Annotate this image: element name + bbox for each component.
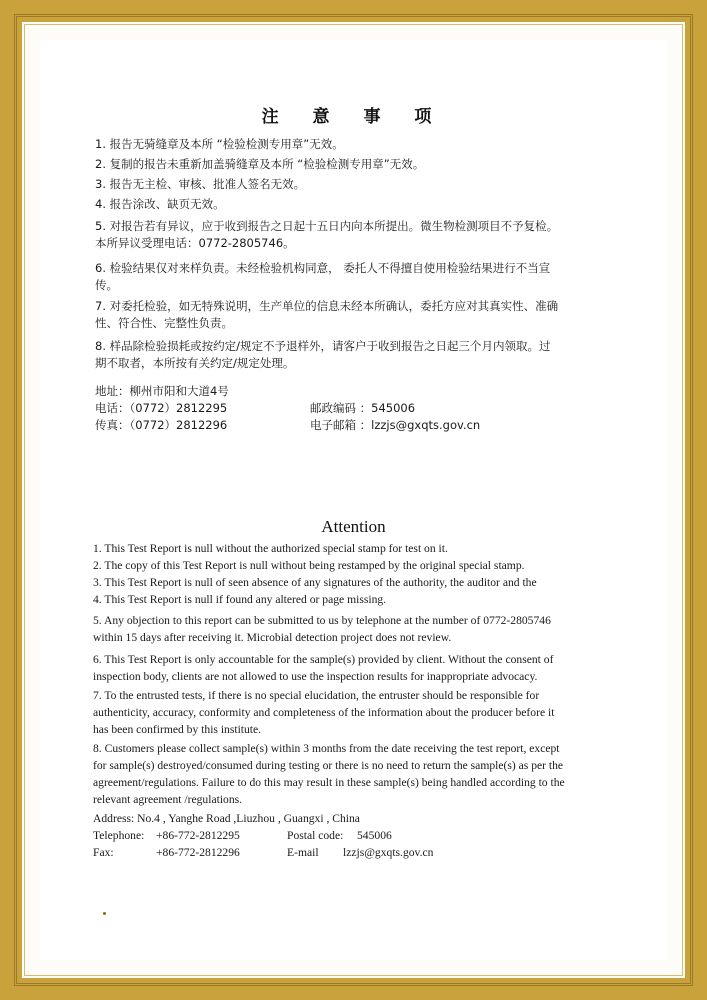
zh-email: 电子邮箱 ：lzzjs@gxqts.gov.cn xyxy=(310,418,481,432)
en-email-value: lzzjs@gxqts.gov.cn xyxy=(343,846,434,859)
en-item-3: 3. This Test Report is null of seen absence of any signatures of the authority, the auditor and the xyxy=(93,576,537,589)
zh-item-3: 3. 报告无主检、审核、批准人签名无效。 xyxy=(95,177,306,191)
en-item-4: 4. This Test Report is null if found any altered or page missing. xyxy=(93,593,387,606)
en-item-5-cont: within 15 days after receiving it. Microbial detection project does not review. xyxy=(93,631,452,644)
en-fax-label: Fax: xyxy=(93,846,114,859)
en-item-8: 8. Customers please collect sample(s) within 3 months from the date receiving the test report, except xyxy=(93,742,560,755)
zh-item-4: 4. 报告涂改、缺页无效。 xyxy=(95,197,225,211)
notice-title-en: Attention xyxy=(321,517,386,536)
en-item-8-cont2: agreement/regulations. Failure to do this may result in these sample(s) being handled according to the xyxy=(93,776,565,789)
en-phone-label: Telephone: xyxy=(93,829,145,842)
en-item-7: 7. To the entrusted tests, if there is no special elucidation, the entruster should be responsible for xyxy=(93,689,540,702)
en-item-5: 5. Any objection to this report can be submitted to us by telephone at the number of 0772-2805746 xyxy=(93,614,551,627)
zh-phone: 电话：（0772）2812295 xyxy=(95,401,228,415)
zh-item-5-cont: 本所异议受理电话：0772-2805746。 xyxy=(95,236,295,250)
en-email-label: E-mail xyxy=(287,846,319,859)
en-phone-value: +86-772-2812295 xyxy=(156,829,240,842)
zh-postal-code: 邮政编码 ：545006 xyxy=(310,401,416,415)
en-item-2: 2. The copy of this Test Report is null without being restamped by the original special stamp. xyxy=(93,559,525,572)
en-item-8-cont3: relevant agreement /regulations. xyxy=(93,793,243,806)
speck-mark xyxy=(103,912,106,915)
en-item-6-cont: inspection body, clients are not allowed to use the inspection results for inappropriate advocacy. xyxy=(93,670,538,683)
notice-title-zh: 注 意 事 项 xyxy=(261,107,446,127)
zh-item-2: 2. 复制的报告未重新加盖骑缝章及本所 “检验检测专用章”无效。 xyxy=(95,157,425,171)
en-item-7-cont: authenticity, accuracy, conformity and completeness of the information about the producer before it xyxy=(93,706,555,719)
zh-address: 地址：柳州市阳和大道4号 xyxy=(95,384,229,398)
zh-item-1: 1. 报告无骑缝章及本所 “检验检测专用章”无效。 xyxy=(95,137,344,151)
zh-item-8-cont: 期不取者，本所按有关约定/规定处理。 xyxy=(95,356,295,370)
zh-item-7: 7. 对委托检验，如无特殊说明，生产单位的信息未经本所确认，委托方应对其真实性、准确 xyxy=(95,299,559,313)
en-item-7-cont2: has been confirmed by this institute. xyxy=(93,723,262,736)
en-address: Address: No.4 , Yanghe Road ,Liuzhou , Guangxi , China xyxy=(93,812,360,825)
en-postal-label: Postal code: xyxy=(287,829,344,842)
en-item-8-cont: for sample(s) destroyed/consumed during testing or there is no need to return the sample(s) as per the xyxy=(93,759,564,772)
zh-item-8: 8. 样品除检验损耗或按约定/规定不予退样外，请客户于收到报告之日起三个月内领取。过 xyxy=(95,339,551,353)
zh-item-6: 6. 检验结果仅对来样负责。未经检验机构同意， 委托人不得擅自使用检验结果进行不当宣 xyxy=(95,261,551,275)
en-item-1: 1. This Test Report is null without the authorized special stamp for test on it. xyxy=(93,542,448,555)
zh-fax: 传真：（0772）2812296 xyxy=(95,418,228,432)
en-fax-value: +86-772-2812296 xyxy=(156,846,240,859)
zh-item-7-cont: 性、符合性、完整性负责。 xyxy=(95,316,233,330)
zh-item-5: 5. 对报告若有异议，应于收到报告之日起十五日内向本所提出。微生物检测项目不予复检。 xyxy=(95,219,559,233)
zh-item-6-cont: 传。 xyxy=(95,278,118,292)
en-item-6: 6. This Test Report is only accountable for the sample(s) provided by client. Without the consent of xyxy=(93,653,554,666)
en-postal-value: 545006 xyxy=(357,829,392,842)
